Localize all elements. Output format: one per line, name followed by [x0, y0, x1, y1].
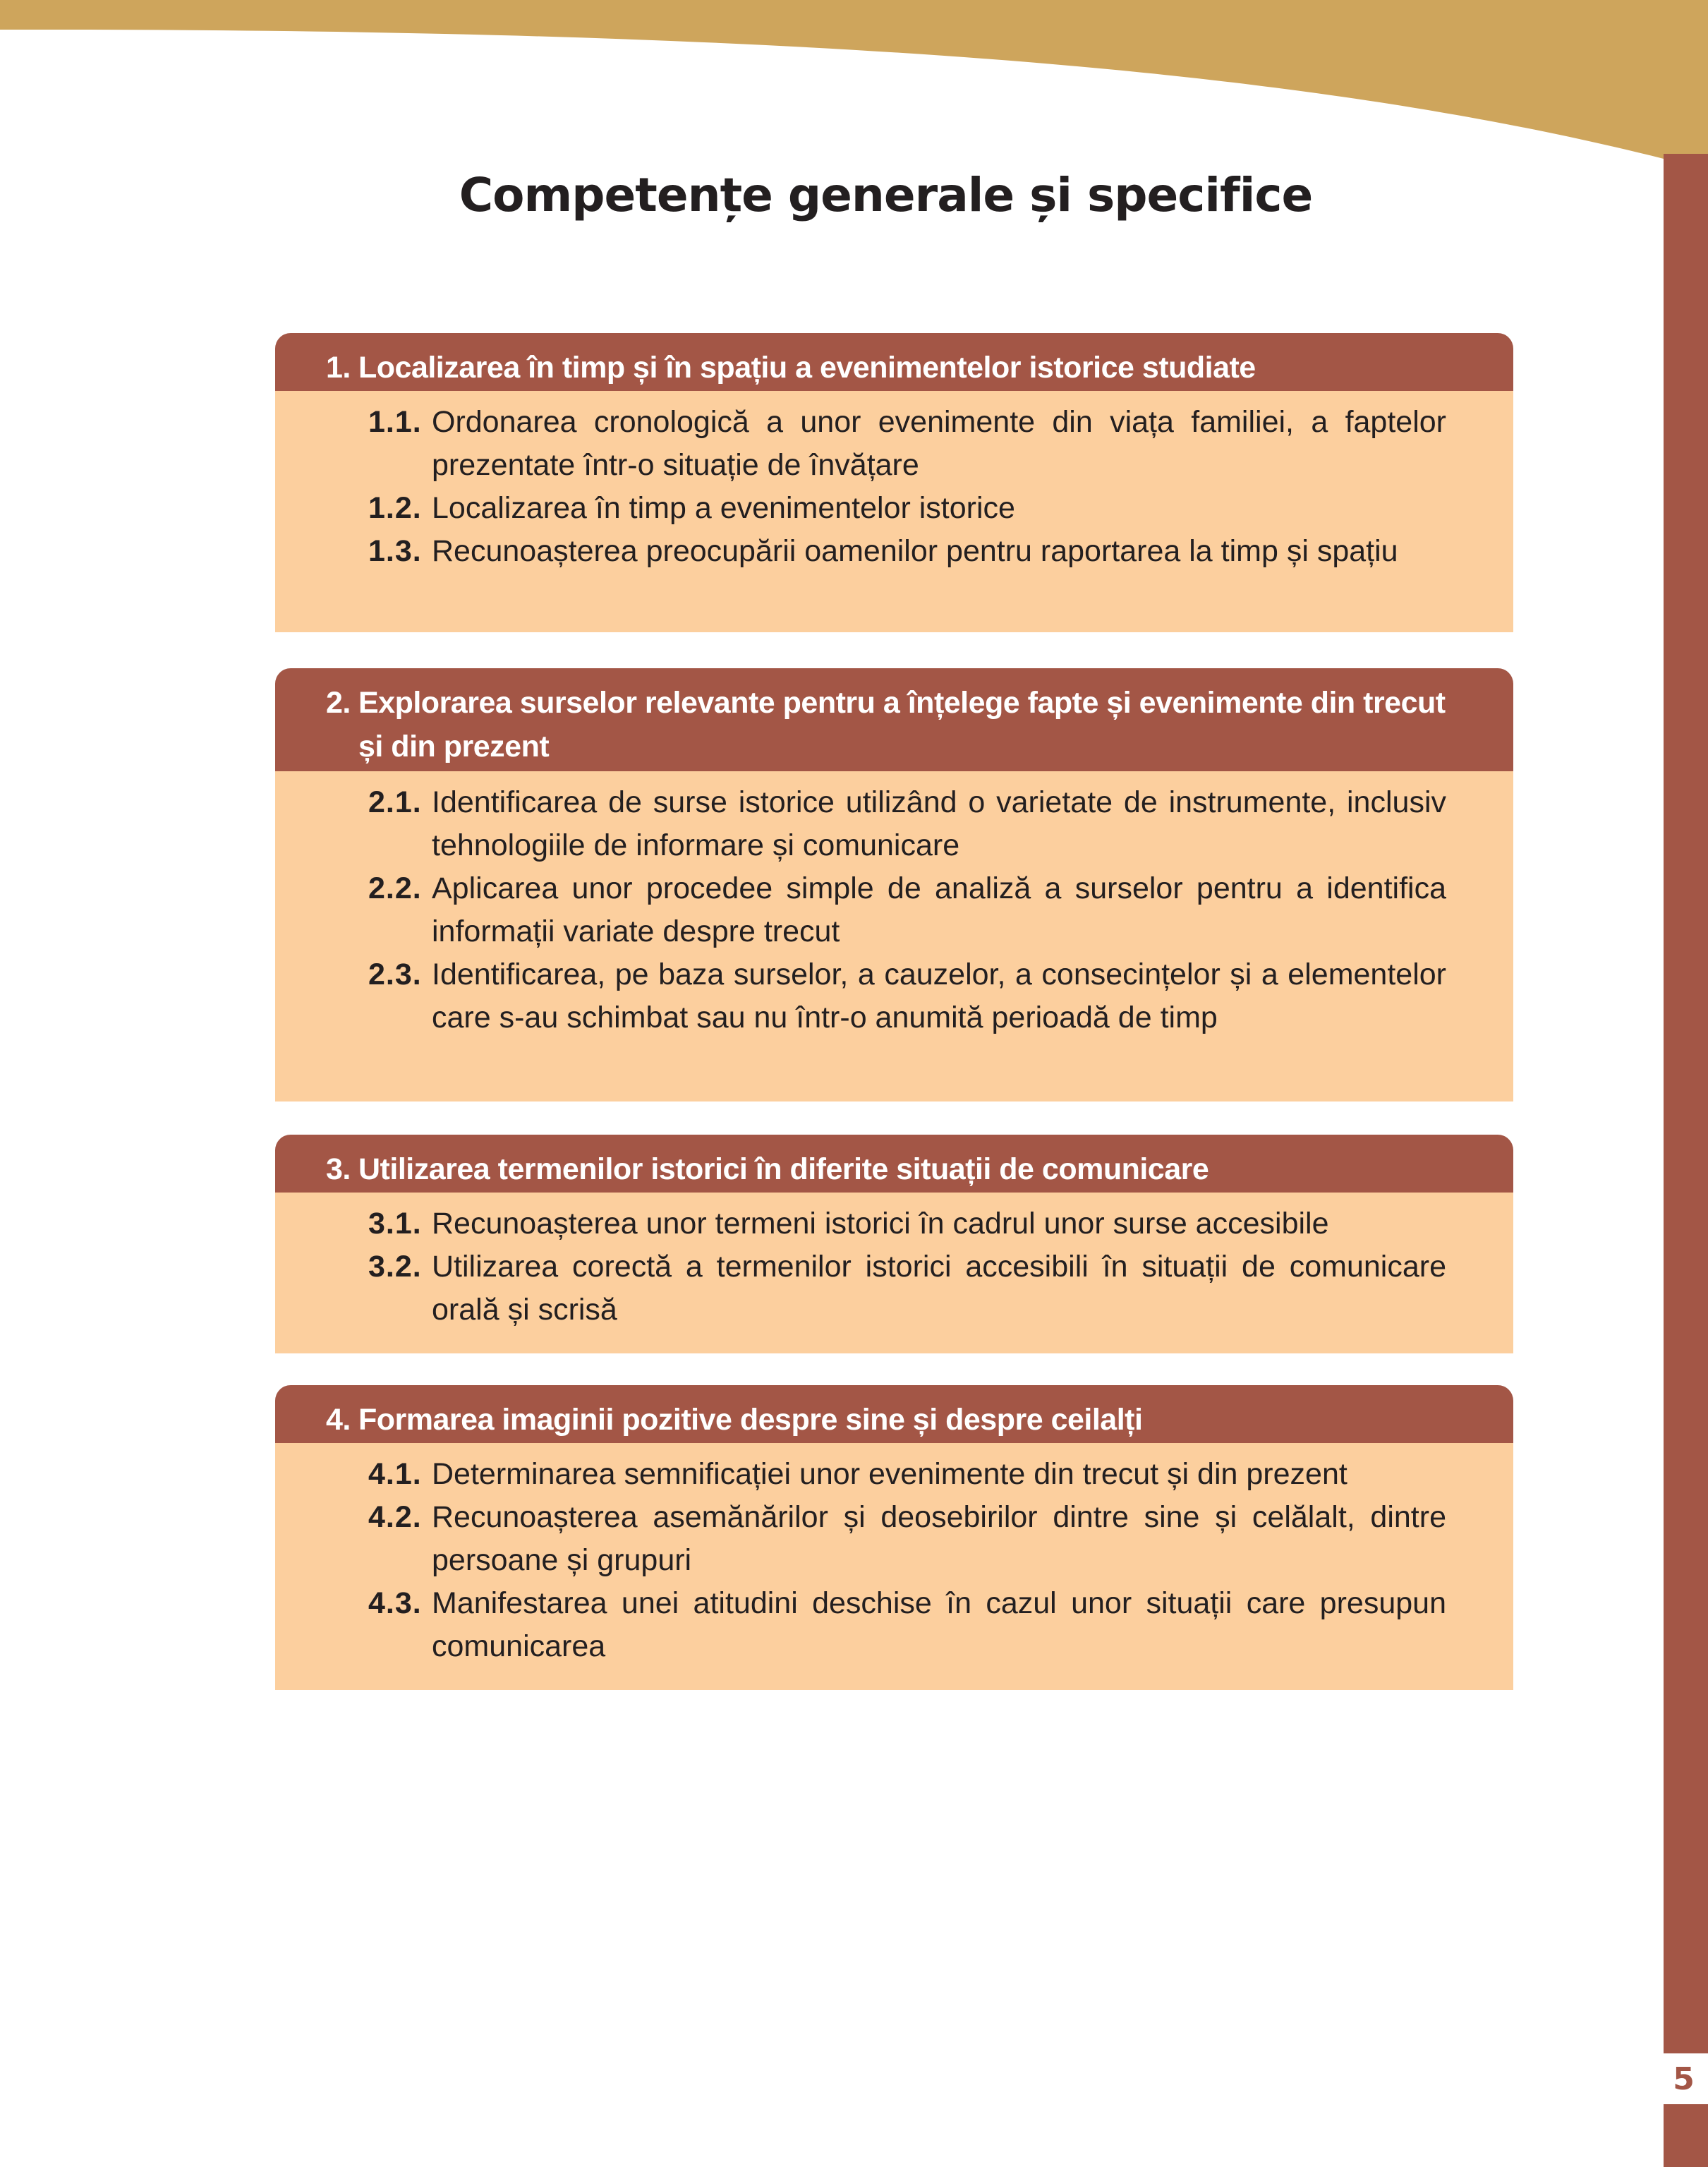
item-text: Manifestarea unei atitudini deschise în cazul unor situații care presupun comunicarea — [432, 1586, 1446, 1663]
item-number: 2.1. — [368, 785, 422, 819]
item-text: Identificarea de surse istorice utilizând o varietate de instrumente, inclusiv tehnologiile de informare și comunicare — [432, 785, 1446, 862]
item-number: 2.2. — [368, 871, 422, 905]
section-body-3 — [275, 1193, 1513, 1353]
competence-section-3 — [275, 1135, 1513, 1353]
side-color-bar — [1664, 154, 1708, 2167]
competence-item-2-2 — [368, 867, 1446, 953]
item-number: 1.1. — [368, 405, 422, 439]
top-wave-decoration — [0, 0, 1708, 169]
section-header-1 — [275, 333, 1513, 391]
page-number: 5 — [1673, 2060, 1695, 2097]
section-title: Localizarea în timp și în spațiu a evenimentelor istorice studiate — [358, 351, 1256, 385]
item-text: Aplicarea unor procedee simple de analiză a surselor pentru a identifica informații variate despre trecut — [432, 871, 1446, 948]
section-number: 3. — [326, 1152, 351, 1186]
section-title: Explorarea surselor relevante pentru a înțelege fapte și evenimente din trecut și din prezent — [358, 686, 1446, 763]
competence-section-1 — [275, 333, 1513, 632]
section-number: 1. — [326, 351, 351, 385]
competence-item-4-1 — [368, 1453, 1446, 1496]
section-body-1 — [275, 391, 1513, 632]
section-number: 4. — [326, 1403, 351, 1437]
item-text: Localizarea în timp a evenimentelor istorice — [432, 491, 1015, 525]
section-number: 2. — [326, 686, 351, 720]
competence-item-3-1 — [368, 1202, 1446, 1245]
competence-item-1-1 — [368, 401, 1446, 487]
section-header-2 — [275, 668, 1513, 771]
item-number: 4.3. — [368, 1586, 422, 1620]
section-body-4 — [275, 1443, 1513, 1690]
competence-item-3-2 — [368, 1245, 1446, 1332]
item-text: Recunoașterea preocupării oamenilor pentru raportarea la timp și spațiu — [432, 534, 1398, 568]
item-number: 4.1. — [368, 1457, 422, 1491]
item-text: Utilizarea corectă a termenilor istorici accesibili în situații de comunicare orală și scrisă — [432, 1250, 1446, 1327]
section-body-2 — [275, 771, 1513, 1101]
competence-section-4 — [275, 1385, 1513, 1690]
section-title: Formarea imaginii pozitive despre sine și despre ceilalți — [358, 1403, 1143, 1437]
item-number: 3.1. — [368, 1207, 422, 1241]
competence-item-2-3 — [368, 953, 1446, 1039]
item-text: Identificarea, pe baza surselor, a cauzelor, a consecințelor și a elementelor care s-au schimbat sau nu într-o anumită perioadă de timp — [432, 958, 1446, 1034]
item-number: 3.2. — [368, 1250, 422, 1284]
section-header-4 — [275, 1385, 1513, 1443]
item-text: Determinarea semnificației unor evenimente din trecut și din prezent — [432, 1457, 1347, 1491]
page-number-box — [1659, 2053, 1708, 2104]
item-text: Recunoașterea unor termeni istorici în cadrul unor surse accesibile — [432, 1207, 1329, 1241]
item-text: Ordonarea cronologică a unor evenimente din viața familiei, a faptelor prezentate într-o situație de învățare — [432, 405, 1446, 482]
competence-item-2-1 — [368, 781, 1446, 867]
item-number: 1.2. — [368, 491, 422, 525]
competence-section-2 — [275, 668, 1513, 1101]
item-text: Recunoașterea asemănărilor și deosebirilor dintre sine și celălalt, dintre persoane și grupuri — [432, 1500, 1446, 1577]
competence-item-1-3 — [368, 530, 1446, 573]
competence-item-4-3 — [368, 1582, 1446, 1668]
item-number: 1.3. — [368, 534, 422, 568]
section-header-3 — [275, 1135, 1513, 1193]
competence-item-1-2 — [368, 487, 1446, 530]
section-title: Utilizarea termenilor istorici în diferite situații de comunicare — [358, 1152, 1209, 1186]
competence-item-4-2 — [368, 1496, 1446, 1582]
item-number: 2.3. — [368, 958, 422, 991]
item-number: 4.2. — [368, 1500, 422, 1534]
page-title: Competențe generale și specifice — [459, 168, 1313, 222]
